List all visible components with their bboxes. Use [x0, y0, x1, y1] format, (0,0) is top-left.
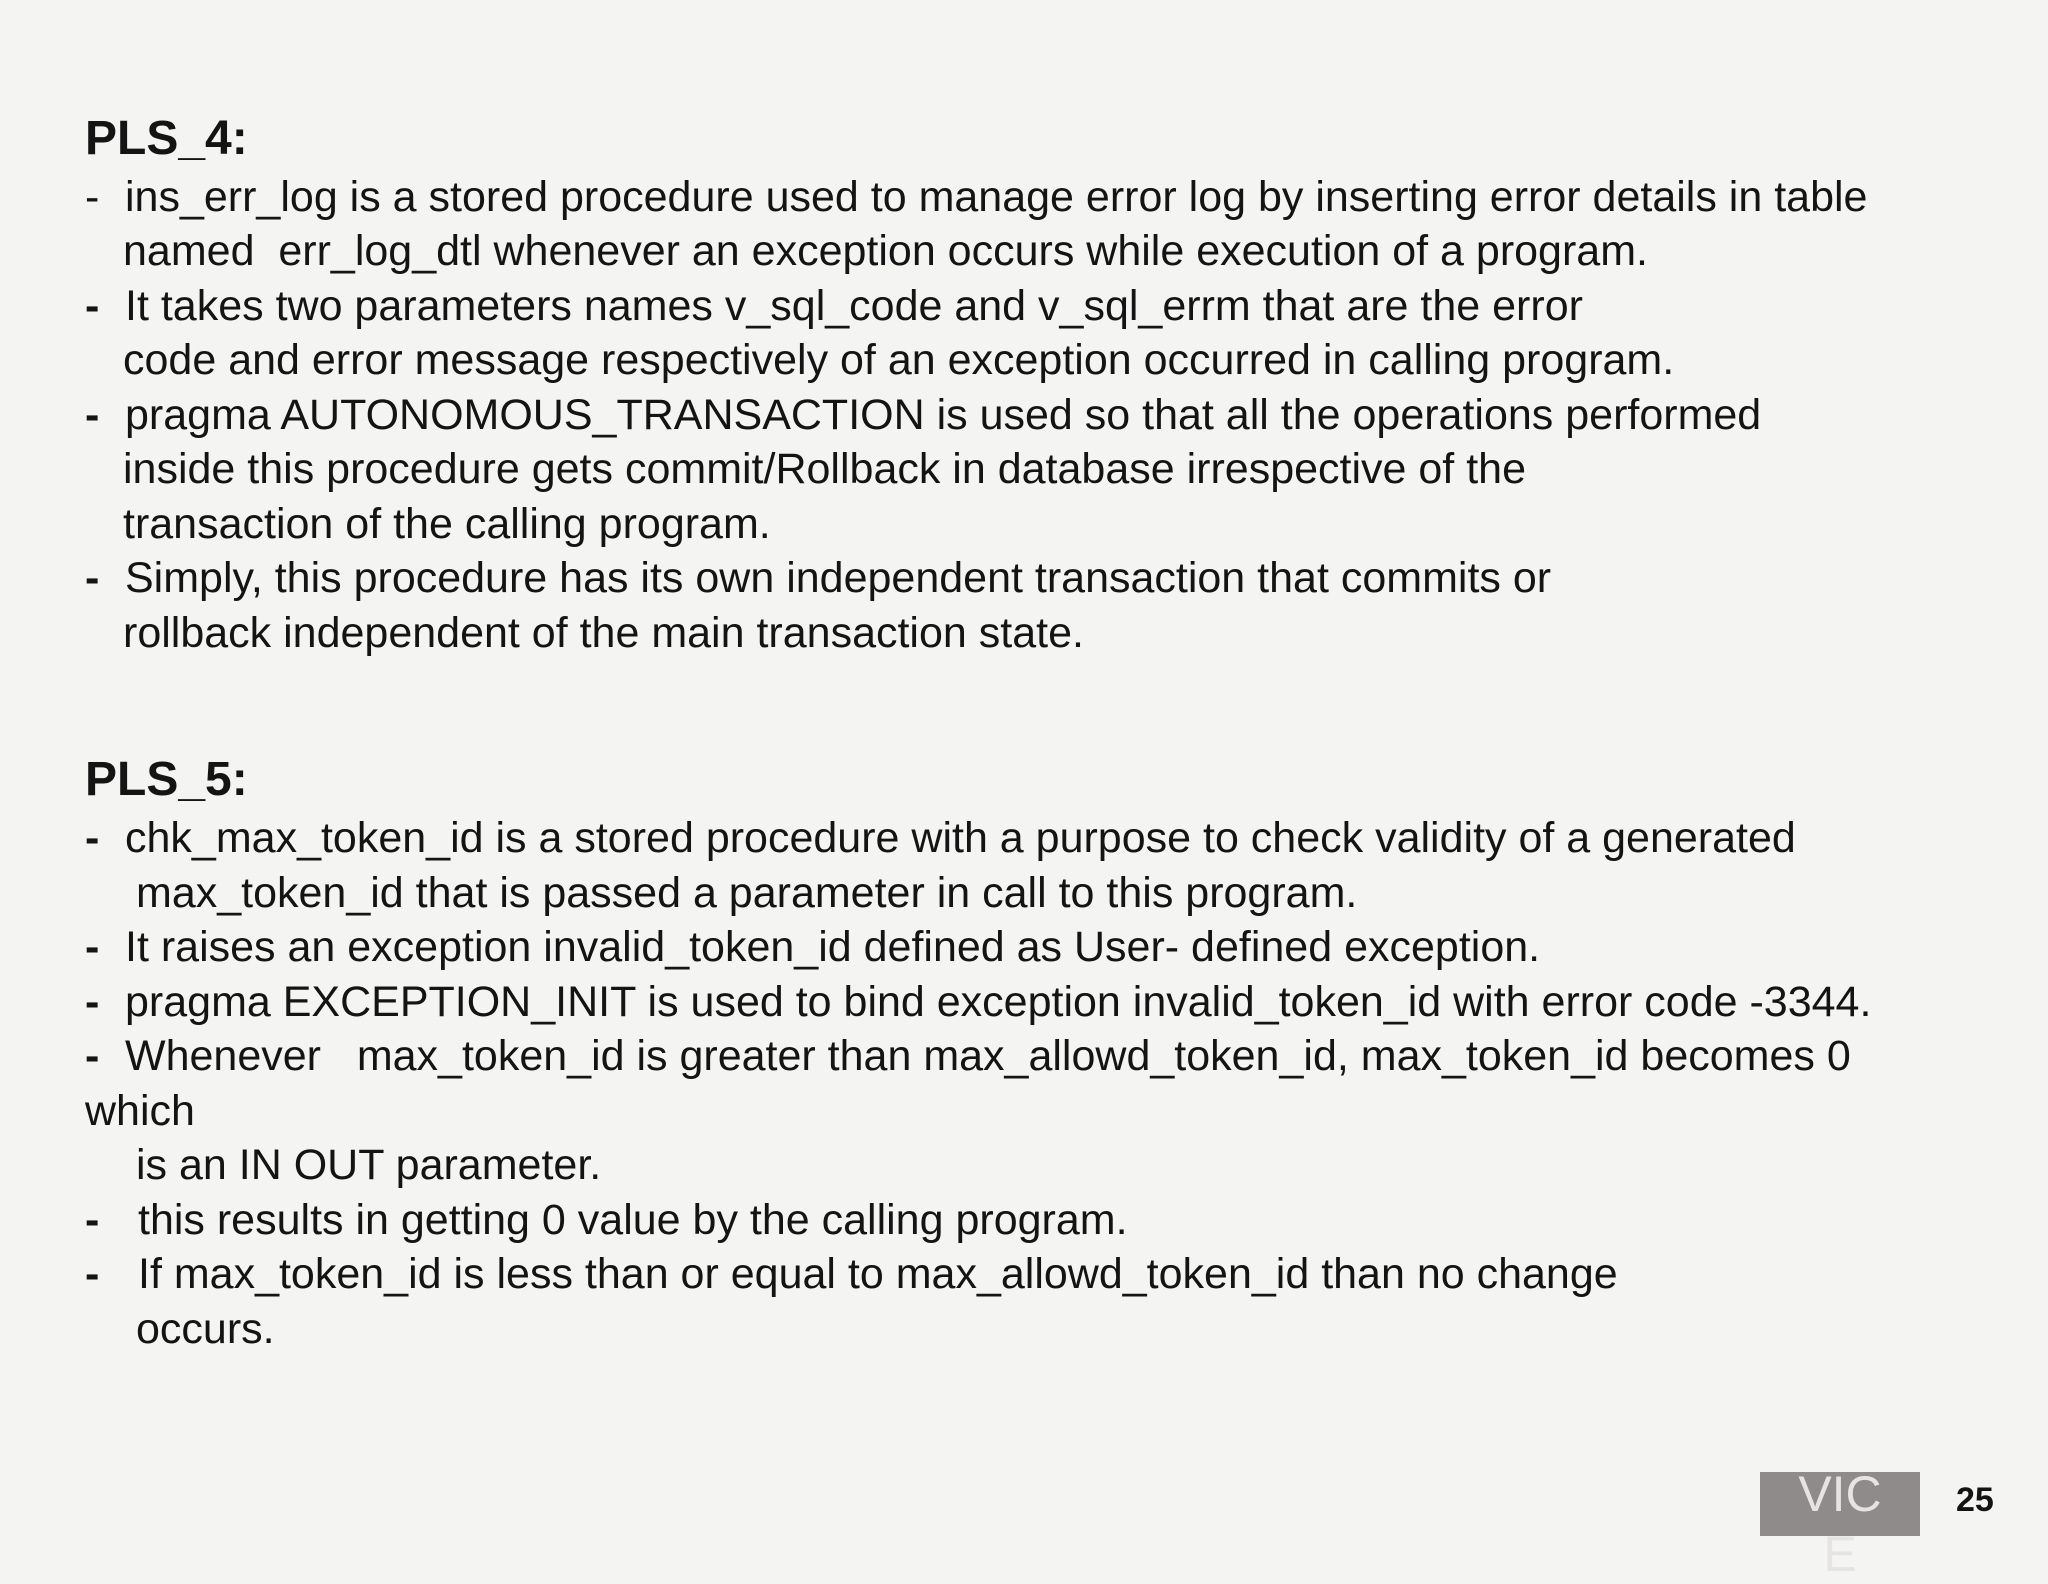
bullet-text: ins_err_log is a stored procedure used to manage error log by inserting error details in table — [125, 173, 1868, 221]
bullet-continuation: named err_log_dtl whenever an exception occurs while execution of a program. — [123, 227, 1648, 275]
bullet-text: pragma EXCEPTION_INIT is used to bind exception invalid_token_id with error code -3344. — [125, 978, 1872, 1026]
page-number: 25 — [1956, 1481, 1994, 1519]
footer-logo-text: VIC E — [1798, 1466, 1882, 1582]
bullet-continuation: which — [85, 1087, 195, 1135]
bullet-marker: - — [85, 173, 100, 221]
bullet-text: Simply, this procedure has its own independent transaction that commits or — [125, 554, 1552, 602]
bullet-marker: - — [85, 1250, 100, 1298]
section-heading-pls4: PLS_4: — [85, 112, 248, 165]
bullet-continuation: max_token_id that is passed a parameter in call to this program. — [136, 869, 1358, 917]
bullet-marker: - — [85, 814, 100, 862]
bullet-marker: - — [85, 391, 100, 439]
bullet-continuation: inside this procedure gets commit/Rollback in database irrespective of the — [123, 445, 1526, 493]
bullet-marker: - — [85, 554, 100, 602]
bullet-continuation: transaction of the calling program. — [123, 500, 771, 548]
bullet-marker: - — [85, 978, 100, 1026]
bullet-continuation: occurs. — [136, 1305, 275, 1353]
bullet-text: this results in getting 0 value by the calling program. — [138, 1196, 1128, 1244]
bullet-text: pragma AUTONOMOUS_TRANSACTION is used so that all the operations performed — [125, 391, 1762, 439]
bullet-text: If max_token_id is less than or equal to max_allowd_token_id than no change — [138, 1250, 1618, 1298]
bullet-continuation: code and error message respectively of an exception occurred in calling program. — [123, 336, 1675, 384]
bullet-text: It raises an exception invalid_token_id defined as User- defined exception. — [125, 923, 1541, 971]
section-heading-pls5: PLS_5: — [85, 753, 248, 806]
bullet-continuation: is an IN OUT parameter. — [136, 1141, 602, 1189]
bullet-continuation: rollback independent of the main transaction state. — [123, 609, 1084, 657]
bullet-text: Whenever max_token_id is greater than max_allowd_token_id, max_token_id becomes 0 — [125, 1032, 1851, 1080]
bullet-marker: - — [85, 282, 100, 330]
bullet-marker: - — [85, 1032, 100, 1080]
bullet-text: chk_max_token_id is a stored procedure with a purpose to check validity of a generated — [125, 814, 1796, 862]
bullet-marker: - — [85, 923, 100, 971]
bullet-text: It takes two parameters names v_sql_code and v_sql_errm that are the error — [125, 282, 1583, 330]
footer-logo-box — [1760, 1466, 1920, 1582]
bullet-marker: - — [85, 1196, 100, 1244]
